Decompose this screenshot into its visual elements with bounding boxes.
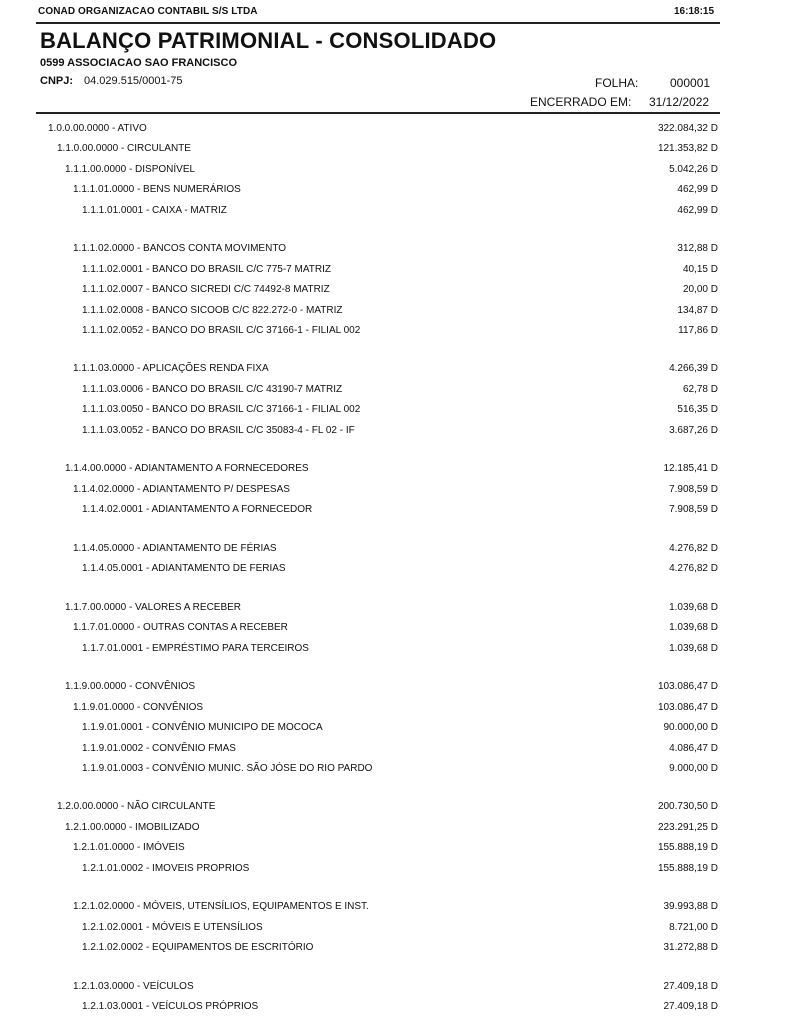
account-name: 1.2.1.01.0000 - IMÓVEIS [73,842,185,853]
print-time: 16:18:15 [674,6,715,17]
account-name: 1.1.7.01.0001 - EMPRÉSTIMO PARA TERCEIROS [82,643,309,654]
account-row [0,263,800,277]
account-name: 1.2.1.02.0002 - EQUIPAMENTOS DE ESCRITÓRIO [82,942,314,953]
account-balance: 12.185,41 D [663,463,718,474]
account-balance: 7.908,59 D [669,484,718,495]
account-balance: 4.086,47 D [669,743,718,754]
account-balance: 90.000,00 D [663,722,718,733]
account-name: 1.2.1.02.0000 - MÓVEIS, UTENSÍLIOS, EQUIPAMENTOS E INST. [73,901,369,912]
account-balance: 40,15 D [682,264,718,275]
account-row [0,163,800,177]
account-balance: 312,88 D [677,243,718,254]
account-name: 1.2.0.00.0000 - NÃO CIRCULANTE [57,801,216,812]
account-row [0,142,800,156]
account-name: 1.0.0.00.0000 - ATIVO [48,123,147,134]
account-row [0,980,800,994]
account-row [0,462,800,476]
cnpj-value: 04.029.515/0001-75 [84,75,183,87]
account-row [0,183,800,197]
account-name: 1.1.9.01.0002 - CONVÊNIO FMAS [82,743,236,754]
account-name: 1.1.4.02.0000 - ADIANTAMENTO P/ DESPESAS [73,484,290,495]
account-balance: 31.272,88 D [663,942,718,953]
account-balance: 134,87 D [677,305,718,316]
account-row [0,762,800,776]
account-balance: 1.039,68 D [669,622,718,633]
account-balance: 27.409,18 D [663,1001,718,1012]
closing-date-value: 31/12/2022 [649,95,710,109]
account-name: 1.1.9.01.0001 - CONVÊNIO MUNICIPO DE MOCOCA [82,722,323,733]
folha-label: FOLHA: [595,76,639,90]
account-row [0,821,800,835]
closing-date-label: ENCERRADO EM: [530,95,632,109]
account-row [0,383,800,397]
account-name: 1.1.7.00.0000 - VALORES A RECEBER [65,602,242,613]
account-row [0,562,800,576]
account-row [0,941,800,955]
account-name: 1.2.1.01.0002 - IMOVEIS PROPRIOS [82,863,250,874]
account-name: 1.1.4.02.0001 - ADIANTAMENTO A FORNECEDOR [82,504,313,515]
account-name: 1.1.1.02.0000 - BANCOS CONTA MOVIMENTO [73,243,287,254]
account-balance: 39.993,88 D [663,901,718,912]
account-balance: 9.000,00 D [669,763,718,774]
account-row [0,921,800,935]
account-balance: 155.888,19 D [657,863,718,874]
account-row [0,601,800,615]
account-name: 1.2.1.00.0000 - IMOBILIZADO [65,822,200,833]
account-row [0,642,800,656]
account-balance: 462,99 D [677,184,718,195]
account-name: 1.2.1.03.0001 - VEÍCULOS PRÓPRIOS [82,1001,259,1012]
account-balance: 5.042,26 D [669,164,718,175]
account-row [0,362,800,376]
account-row [0,122,800,136]
account-row [0,1000,800,1014]
account-balance: 155.888,19 D [657,842,718,853]
account-name: 1.1.0.00.0000 - CIRCULANTE [57,143,191,154]
account-name: 1.1.9.01.0000 - CONVÊNIOS [73,702,204,713]
account-row [0,701,800,715]
account-row [0,324,800,338]
cnpj-label: CNPJ: [40,75,74,87]
account-name: 1.1.9.00.0000 - CONVÊNIOS [65,681,196,692]
account-balance: 20,00 D [682,284,718,295]
account-row [0,800,800,814]
account-name: 1.1.1.02.0052 - BANCO DO BRASIL C/C 37166-1 - FILIAL 002 [82,325,361,336]
account-name: 1.2.1.02.0001 - MÓVEIS E UTENSÍLIOS [82,922,263,933]
account-row [0,621,800,635]
account-balance: 4.276,82 D [669,543,718,554]
account-balance: 223.291,25 D [657,822,718,833]
account-name: 1.1.4.05.0000 - ADIANTAMENTO DE FÉRIAS [73,543,277,554]
account-balance: 4.266,39 D [669,363,718,374]
account-row [0,283,800,297]
account-name: 1.1.1.02.0008 - BANCO SICOOB C/C 822.272-0 - MATRIZ [82,305,343,316]
account-row [0,483,800,497]
account-name: 1.1.1.03.0000 - APLICAÇÕES RENDA FIXA [73,363,269,374]
account-balance: 200.730,50 D [657,801,718,812]
account-name: 1.1.1.02.0001 - BANCO DO BRASIL C/C 775-7 MATRIZ [82,264,331,275]
account-balance: 322.084,32 D [657,123,718,134]
account-name: 1.1.7.01.0000 - OUTRAS CONTAS A RECEBER [73,622,288,633]
account-row [0,862,800,876]
account-row [0,900,800,914]
account-balance: 516,35 D [677,404,718,415]
account-balance: 3.687,26 D [669,425,718,436]
account-row [0,721,800,735]
account-balance: 4.276,82 D [669,563,718,574]
company-name: CONAD ORGANIZACAO CONTABIL S/S LTDA [38,6,258,17]
account-row [0,204,800,218]
entity-name: 0599 ASSOCIACAO SAO FRANCISCO [40,57,238,69]
account-name: 1.1.1.03.0006 - BANCO DO BRASIL C/C 43190-7 MATRIZ [82,384,343,395]
account-row [0,403,800,417]
account-name: 1.1.1.01.0001 - CAIXA - MATRIZ [82,205,227,216]
account-row [0,542,800,556]
account-balance: 462,99 D [677,205,718,216]
account-name: 1.1.1.03.0050 - BANCO DO BRASIL C/C 37166-1 - FILIAL 002 [82,404,361,415]
account-balance: 103.086,47 D [657,681,718,692]
account-balance: 8.721,00 D [669,922,718,933]
account-row [0,424,800,438]
account-row [0,503,800,517]
account-row [0,680,800,694]
account-name: 1.2.1.03.0000 - VEÍCULOS [73,981,194,992]
account-balance: 1.039,68 D [669,602,718,613]
account-name: 1.1.1.00.0000 - DISPONÍVEL [65,164,196,175]
account-balance: 121.353,82 D [657,143,718,154]
account-row [0,742,800,756]
page-title: BALANÇO PATRIMONIAL - CONSOLIDADO [40,28,497,53]
account-balance: 117,86 D [678,325,718,336]
account-balance: 27.409,18 D [663,981,718,992]
account-row [0,304,800,318]
account-name: 1.1.1.02.0007 - BANCO SICREDI C/C 74492-8 MATRIZ [82,284,330,295]
account-balance: 103.086,47 D [657,702,718,713]
account-name: 1.1.9.01.0003 - CONVÊNIO MUNIC. SÃO JÓSE DO RIO PARDO [82,763,373,774]
account-row [0,841,800,855]
account-balance: 7.908,59 D [669,504,718,515]
account-name: 1.1.4.00.0000 - ADIANTAMENTO A FORNECEDORES [65,463,309,474]
folha-value: 000001 [670,76,711,90]
account-name: 1.1.1.03.0052 - BANCO DO BRASIL C/C 35083-4 - FL 02 - IF [82,425,355,436]
account-balance: 1.039,68 D [669,643,718,654]
account-name: 1.1.4.05.0001 - ADIANTAMENTO DE FERIAS [82,563,286,574]
account-balance: 62,78 D [682,384,718,395]
account-row [0,242,800,256]
account-name: 1.1.1.01.0000 - BENS NUMERÁRIOS [73,184,241,195]
